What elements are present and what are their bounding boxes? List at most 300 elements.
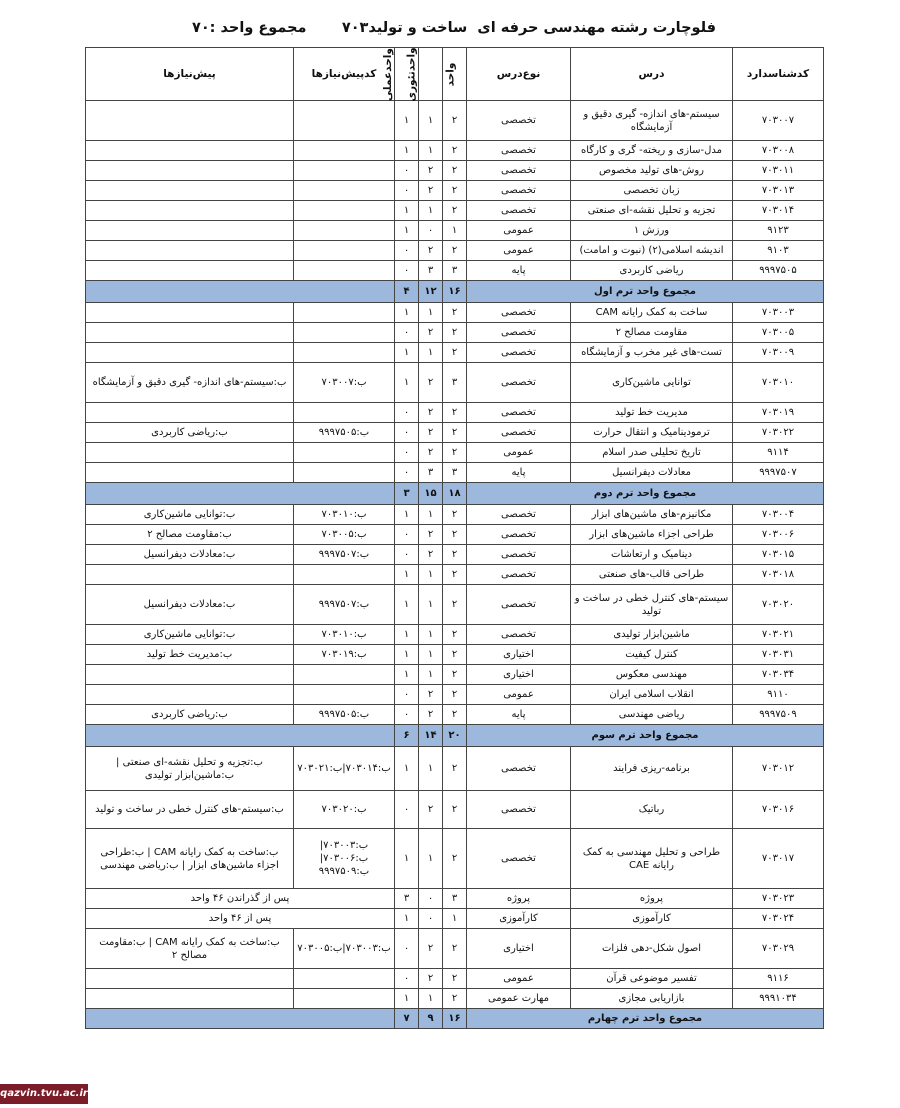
course-code: ۷۰۳۰۰۸ bbox=[733, 141, 824, 161]
course-code: ۷۰۳۰۰۷ bbox=[733, 101, 824, 141]
course-row bbox=[86, 343, 824, 363]
course-practical: ۰ bbox=[395, 685, 419, 705]
course-theory: ۱ bbox=[419, 505, 443, 525]
course-code: ۷۰۳۰۲۲ bbox=[733, 423, 824, 443]
course-row bbox=[86, 625, 824, 645]
course-row bbox=[86, 423, 824, 443]
course-code: ۷۰۳۰۱۹ bbox=[733, 403, 824, 423]
prereq-codes bbox=[294, 241, 395, 261]
course-row bbox=[86, 403, 824, 423]
course-practical: ۳ bbox=[395, 889, 419, 909]
course-units: ۳ bbox=[443, 463, 467, 483]
total-units: ۲۰ bbox=[443, 725, 467, 747]
total-units: ۱۶ bbox=[443, 1009, 467, 1029]
course-practical: ۱ bbox=[395, 625, 419, 645]
course-theory: ۱ bbox=[419, 747, 443, 791]
prereq-names bbox=[86, 101, 294, 141]
course-practical: ۱ bbox=[395, 221, 419, 241]
course-practical: ۰ bbox=[395, 463, 419, 483]
course-name: برنامه-ریزی فرایند bbox=[571, 747, 733, 791]
course-practical: ۰ bbox=[395, 323, 419, 343]
course-row bbox=[86, 747, 824, 791]
course-code: ۷۰۳۰۲۴ bbox=[733, 909, 824, 929]
header-prereqs: پیش‌نیازها bbox=[86, 48, 294, 101]
course-row bbox=[86, 101, 824, 141]
course-units: ۲ bbox=[443, 423, 467, 443]
course-name: بازاریابی مجازی bbox=[571, 989, 733, 1009]
course-name: طراحی اجزاء ماشین‌های ابزار bbox=[571, 525, 733, 545]
header-prereq-codes: کدپیش‌نیازها bbox=[294, 48, 395, 101]
total-practical: ۷ bbox=[395, 1009, 419, 1029]
course-practical: ۰ bbox=[395, 705, 419, 725]
course-theory: ۲ bbox=[419, 525, 443, 545]
course-type: تخصصی bbox=[467, 625, 571, 645]
total-practical: ۴ bbox=[395, 281, 419, 303]
course-row bbox=[86, 241, 824, 261]
header-theory: واحدتئوری bbox=[419, 48, 443, 101]
course-code: ۷۰۳۰۱۶ bbox=[733, 791, 824, 829]
course-code: ۷۰۳۰۱۳ bbox=[733, 181, 824, 201]
course-type: اختیاری bbox=[467, 929, 571, 969]
course-name: تست-های غیر مخرب و آزمایشگاه bbox=[571, 343, 733, 363]
prereq-codes bbox=[294, 303, 395, 323]
course-theory: ۱ bbox=[419, 585, 443, 625]
course-units: ۲ bbox=[443, 665, 467, 685]
prereq-names bbox=[86, 443, 294, 463]
semester-total-row bbox=[86, 1009, 824, 1029]
total-empty bbox=[86, 725, 395, 747]
course-practical: ۰ bbox=[395, 161, 419, 181]
prereq-codes: ب:۷۰۳۰۱۰ bbox=[294, 505, 395, 525]
course-type: تخصصی bbox=[467, 343, 571, 363]
course-name: طراحی و تحلیل مهندسی به کمک رایانه CAE bbox=[571, 829, 733, 889]
prereq-codes: ب:۷۰۳۰۲۰ bbox=[294, 791, 395, 829]
total-theory: ۹ bbox=[419, 1009, 443, 1029]
course-code: ۷۰۳۰۱۸ bbox=[733, 565, 824, 585]
prereq-codes bbox=[294, 323, 395, 343]
course-theory: ۲ bbox=[419, 791, 443, 829]
course-theory: ۳ bbox=[419, 463, 443, 483]
course-code: ۷۰۳۰۰۴ bbox=[733, 505, 824, 525]
course-code: ۷۰۳۰۲۱ bbox=[733, 625, 824, 645]
course-name: ساخت به کمک رایانه CAM bbox=[571, 303, 733, 323]
course-theory: ۱ bbox=[419, 141, 443, 161]
course-name: مدیریت خط تولید bbox=[571, 403, 733, 423]
course-row bbox=[86, 463, 824, 483]
prereq-names: ب:ساخت به کمک رایانه CAM | ب:مقاومت مصالح ۲ bbox=[86, 929, 294, 969]
course-units: ۲ bbox=[443, 829, 467, 889]
course-row bbox=[86, 829, 824, 889]
prereq-codes: ب:۷۰۳۰۰۳|ب:۷۰۳۰۰۵ bbox=[294, 929, 395, 969]
course-type: اختیاری bbox=[467, 665, 571, 685]
course-theory: ۲ bbox=[419, 181, 443, 201]
prereq-codes bbox=[294, 403, 395, 423]
course-row bbox=[86, 665, 824, 685]
course-practical: ۱ bbox=[395, 343, 419, 363]
header-row bbox=[86, 48, 824, 101]
course-type: تخصصی bbox=[467, 101, 571, 141]
semester-total-row bbox=[86, 483, 824, 505]
course-units: ۲ bbox=[443, 505, 467, 525]
course-units: ۲ bbox=[443, 565, 467, 585]
course-type: پروژه bbox=[467, 889, 571, 909]
course-theory: ۱ bbox=[419, 101, 443, 141]
course-practical: ۰ bbox=[395, 525, 419, 545]
prereq-codes bbox=[294, 989, 395, 1009]
course-units: ۲ bbox=[443, 403, 467, 423]
course-theory: ۱ bbox=[419, 201, 443, 221]
course-units: ۲ bbox=[443, 685, 467, 705]
course-type: تخصصی bbox=[467, 525, 571, 545]
course-row bbox=[86, 505, 824, 525]
course-theory: ۲ bbox=[419, 363, 443, 403]
course-type: تخصصی bbox=[467, 201, 571, 221]
course-practical: ۱ bbox=[395, 201, 419, 221]
course-theory: ۲ bbox=[419, 969, 443, 989]
course-name: مهندسی معکوس bbox=[571, 665, 733, 685]
course-row bbox=[86, 705, 824, 725]
course-units: ۲ bbox=[443, 791, 467, 829]
header-code: کدشناسدارد bbox=[733, 48, 824, 101]
course-theory: ۲ bbox=[419, 545, 443, 565]
course-units: ۲ bbox=[443, 929, 467, 969]
prereq-codes bbox=[294, 181, 395, 201]
course-type: پایه bbox=[467, 261, 571, 281]
course-code: ۷۰۳۰۰۹ bbox=[733, 343, 824, 363]
total-practical: ۳ bbox=[395, 483, 419, 505]
course-units: ۲ bbox=[443, 585, 467, 625]
prereq-names: ب:معادلات دیفرانسیل bbox=[86, 585, 294, 625]
course-name: اصول شکل-دهی فلزات bbox=[571, 929, 733, 969]
course-practical: ۱ bbox=[395, 645, 419, 665]
course-units: ۳ bbox=[443, 889, 467, 909]
course-theory: ۱ bbox=[419, 625, 443, 645]
course-row bbox=[86, 989, 824, 1009]
course-units: ۲ bbox=[443, 625, 467, 645]
course-name: معادلات دیفرانسیل bbox=[571, 463, 733, 483]
course-code: ۹۹۹۱۰۳۴ bbox=[733, 989, 824, 1009]
semester-total-label: مجموع واحد ترم سوم bbox=[467, 725, 824, 747]
total-empty bbox=[86, 483, 395, 505]
course-row bbox=[86, 181, 824, 201]
course-units: ۳ bbox=[443, 363, 467, 403]
course-practical: ۱ bbox=[395, 141, 419, 161]
prereq-codes: ب:۷۰۳۰۱۴|ب:۷۰۳۰۲۱ bbox=[294, 747, 395, 791]
course-units: ۲ bbox=[443, 161, 467, 181]
course-code: ۷۰۳۰۱۲ bbox=[733, 747, 824, 791]
course-code: ۹۱۱۰ bbox=[733, 685, 824, 705]
course-code: ۷۰۳۰۱۵ bbox=[733, 545, 824, 565]
prereq-codes bbox=[294, 665, 395, 685]
prereq-names bbox=[86, 141, 294, 161]
prereq-codes: ب:۷۰۳۰۱۹ bbox=[294, 645, 395, 665]
course-type: تخصصی bbox=[467, 791, 571, 829]
header-type: نوع‌درس bbox=[467, 48, 571, 101]
prereq-names bbox=[86, 161, 294, 181]
course-name: تاریخ تحلیلی صدر اسلام bbox=[571, 443, 733, 463]
course-code: ۷۰۳۰۱۱ bbox=[733, 161, 824, 181]
course-name: روش-های تولید مخصوص bbox=[571, 161, 733, 181]
course-practical: ۱ bbox=[395, 829, 419, 889]
course-units: ۲ bbox=[443, 101, 467, 141]
course-theory: ۲ bbox=[419, 685, 443, 705]
course-row bbox=[86, 909, 824, 929]
prereq-names bbox=[86, 201, 294, 221]
course-units: ۲ bbox=[443, 343, 467, 363]
prereq-names: ب:سیستم-های اندازه- گیری دقیق و آزمایشگاه bbox=[86, 363, 294, 403]
course-code: ۷۰۳۰۳۴ bbox=[733, 665, 824, 685]
prereq-codes bbox=[294, 261, 395, 281]
course-code: ۷۰۳۰۱۴ bbox=[733, 201, 824, 221]
course-code: ۷۰۳۰۲۰ bbox=[733, 585, 824, 625]
page-title: فلوچارت رشته مهندسی حرفه ای ساخت و تولید۷۰۳ مجموع واحد :۷۰ bbox=[191, 20, 717, 36]
course-name: مکانیزم-های ماشین‌های ابزار bbox=[571, 505, 733, 525]
course-type: عمومی bbox=[467, 969, 571, 989]
course-row bbox=[86, 545, 824, 565]
course-units: ۲ bbox=[443, 241, 467, 261]
prereq-names bbox=[86, 343, 294, 363]
prereq-names bbox=[86, 303, 294, 323]
prereq-codes bbox=[294, 565, 395, 585]
prereq-codes: ب:۷۰۳۰۰۷ bbox=[294, 363, 395, 403]
course-name: زبان تخصصی bbox=[571, 181, 733, 201]
prereq-names bbox=[86, 565, 294, 585]
course-type: عمومی bbox=[467, 221, 571, 241]
course-row bbox=[86, 525, 824, 545]
curriculum-table bbox=[85, 47, 824, 1029]
prereq-codes bbox=[294, 463, 395, 483]
course-code: ۷۰۳۰۰۵ bbox=[733, 323, 824, 343]
prereq-codes: ب:۹۹۹۷۵۰۵ bbox=[294, 705, 395, 725]
prereq-names bbox=[86, 685, 294, 705]
course-code: ۹۹۹۷۵۰۷ bbox=[733, 463, 824, 483]
course-theory: ۲ bbox=[419, 423, 443, 443]
course-theory: ۲ bbox=[419, 705, 443, 725]
course-units: ۲ bbox=[443, 181, 467, 201]
total-units: ۱۸ bbox=[443, 483, 467, 505]
course-row bbox=[86, 303, 824, 323]
course-name: رباتیک bbox=[571, 791, 733, 829]
course-name: مقاومت مصالح ۲ bbox=[571, 323, 733, 343]
course-row bbox=[86, 201, 824, 221]
course-row bbox=[86, 929, 824, 969]
total-theory: ۱۵ bbox=[419, 483, 443, 505]
course-type: عمومی bbox=[467, 685, 571, 705]
course-practical: ۰ bbox=[395, 791, 419, 829]
course-row bbox=[86, 565, 824, 585]
prereq-codes bbox=[294, 101, 395, 141]
course-name: تجزیه و تحلیل نقشه-ای صنعتی bbox=[571, 201, 733, 221]
course-type: تخصصی bbox=[467, 323, 571, 343]
prereq-codes: ب:۷۰۳۰۱۰ bbox=[294, 625, 395, 645]
course-theory: ۰ bbox=[419, 221, 443, 241]
course-name: تفسیر موضوعی قرآن bbox=[571, 969, 733, 989]
semester-total-row bbox=[86, 281, 824, 303]
header-units: واحد bbox=[443, 48, 467, 101]
prereq-names: ب:ریاضی کاربردی bbox=[86, 705, 294, 725]
prereq-names bbox=[86, 261, 294, 281]
course-practical: ۱ bbox=[395, 101, 419, 141]
course-row bbox=[86, 585, 824, 625]
course-units: ۱ bbox=[443, 221, 467, 241]
course-theory: ۱ bbox=[419, 645, 443, 665]
course-units: ۲ bbox=[443, 545, 467, 565]
prereq-codes: ب:۹۹۹۷۵۰۷ bbox=[294, 545, 395, 565]
course-row bbox=[86, 645, 824, 665]
course-code: ۷۰۳۰۳۱ bbox=[733, 645, 824, 665]
prereq-names: ب:ریاضی کاربردی bbox=[86, 423, 294, 443]
prereq-codes: ب:۷۰۳۰۰۳|ب:۷۰۳۰۰۶|ب:۹۹۹۷۵۰۹ bbox=[294, 829, 395, 889]
total-theory: ۱۴ bbox=[419, 725, 443, 747]
course-type: پایه bbox=[467, 463, 571, 483]
course-type: تخصصی bbox=[467, 181, 571, 201]
course-theory: ۲ bbox=[419, 443, 443, 463]
prereq-names bbox=[86, 221, 294, 241]
course-name: پروژه bbox=[571, 889, 733, 909]
course-practical: ۰ bbox=[395, 241, 419, 261]
course-type: تخصصی bbox=[467, 303, 571, 323]
course-code: ۷۰۳۰۲۳ bbox=[733, 889, 824, 909]
prereq-codes: ب:۹۹۹۷۵۰۵ bbox=[294, 423, 395, 443]
course-name: مدل-سازی و ریخته- گری و کارگاه bbox=[571, 141, 733, 161]
prereq-names bbox=[86, 241, 294, 261]
course-theory: ۰ bbox=[419, 909, 443, 929]
prereq-names bbox=[86, 323, 294, 343]
course-practical: ۱ bbox=[395, 505, 419, 525]
course-theory: ۱ bbox=[419, 829, 443, 889]
prereq-names bbox=[86, 403, 294, 423]
site-badge[interactable]: qazvin.tvu.ac.ir bbox=[0, 1084, 88, 1104]
course-name: ورزش ۱ bbox=[571, 221, 733, 241]
course-units: ۲ bbox=[443, 645, 467, 665]
course-units: ۲ bbox=[443, 323, 467, 343]
course-theory: ۲ bbox=[419, 323, 443, 343]
prereq-codes bbox=[294, 221, 395, 241]
prereq-codes bbox=[294, 141, 395, 161]
course-practical: ۱ bbox=[395, 665, 419, 685]
header-course: درس bbox=[571, 48, 733, 101]
course-type: تخصصی bbox=[467, 585, 571, 625]
prereq-codes bbox=[294, 161, 395, 181]
course-code: ۷۰۳۰۲۹ bbox=[733, 929, 824, 969]
total-practical: ۶ bbox=[395, 725, 419, 747]
course-row bbox=[86, 443, 824, 463]
course-type: تخصصی bbox=[467, 363, 571, 403]
course-row bbox=[86, 791, 824, 829]
course-practical: ۱ bbox=[395, 909, 419, 929]
course-units: ۲ bbox=[443, 969, 467, 989]
course-practical: ۰ bbox=[395, 423, 419, 443]
course-type: عمومی bbox=[467, 241, 571, 261]
semester-total-label: مجموع واحد ترم دوم bbox=[467, 483, 824, 505]
course-name: سیستم-های کنترل خطی در ساخت و تولید bbox=[571, 585, 733, 625]
course-theory: ۱ bbox=[419, 343, 443, 363]
prereq-names: ب:توانایی ماشین‌کاری bbox=[86, 625, 294, 645]
course-practical: ۰ bbox=[395, 443, 419, 463]
course-name: ترمودینامیک و انتقال حرارت bbox=[571, 423, 733, 443]
course-code: ۹۹۹۷۵۰۹ bbox=[733, 705, 824, 725]
course-type: تخصصی bbox=[467, 161, 571, 181]
course-units: ۱ bbox=[443, 909, 467, 929]
course-name: دینامیک و ارتعاشات bbox=[571, 545, 733, 565]
course-code: ۷۰۳۰۱۰ bbox=[733, 363, 824, 403]
course-practical: ۰ bbox=[395, 929, 419, 969]
course-name: ریاضی کاربردی bbox=[571, 261, 733, 281]
course-units: ۲ bbox=[443, 525, 467, 545]
course-note: پس از ۴۶ واحد bbox=[86, 909, 395, 929]
course-theory: ۲ bbox=[419, 929, 443, 969]
course-type: تخصصی bbox=[467, 423, 571, 443]
course-theory: ۲ bbox=[419, 161, 443, 181]
course-name: کنترل کیفیت bbox=[571, 645, 733, 665]
prereq-names: ب:ساخت به کمک رایانه CAM | ب:طراحی اجزاء ماشین‌های ابزار | ب:ریاضی مهندسی bbox=[86, 829, 294, 889]
course-row bbox=[86, 221, 824, 241]
course-code: ۹۱۱۶ bbox=[733, 969, 824, 989]
course-code: ۹۹۹۷۵۰۵ bbox=[733, 261, 824, 281]
prereq-codes bbox=[294, 343, 395, 363]
course-row bbox=[86, 261, 824, 281]
course-type: کارآموزی bbox=[467, 909, 571, 929]
course-name: توانایی ماشین‌کاری bbox=[571, 363, 733, 403]
prereq-codes bbox=[294, 201, 395, 221]
course-row bbox=[86, 685, 824, 705]
course-name: طراحی قالب-های صنعتی bbox=[571, 565, 733, 585]
course-name: ماشین‌ابزار تولیدی bbox=[571, 625, 733, 645]
course-practical: ۱ bbox=[395, 363, 419, 403]
prereq-names bbox=[86, 181, 294, 201]
course-row bbox=[86, 889, 824, 909]
course-code: ۷۰۳۰۱۷ bbox=[733, 829, 824, 889]
prereq-codes: ب:۷۰۳۰۰۵ bbox=[294, 525, 395, 545]
course-type: عمومی bbox=[467, 443, 571, 463]
course-code: ۹۱۱۴ bbox=[733, 443, 824, 463]
prereq-codes bbox=[294, 685, 395, 705]
course-theory: ۰ bbox=[419, 889, 443, 909]
course-type: اختیاری bbox=[467, 645, 571, 665]
course-theory: ۱ bbox=[419, 565, 443, 585]
course-type: تخصصی bbox=[467, 505, 571, 525]
semester-total-row bbox=[86, 725, 824, 747]
course-units: ۲ bbox=[443, 989, 467, 1009]
course-practical: ۰ bbox=[395, 403, 419, 423]
total-theory: ۱۲ bbox=[419, 281, 443, 303]
prereq-names bbox=[86, 989, 294, 1009]
course-practical: ۱ bbox=[395, 303, 419, 323]
prereq-names: ب:توانایی ماشین‌کاری bbox=[86, 505, 294, 525]
prereq-names bbox=[86, 463, 294, 483]
course-practical: ۰ bbox=[395, 261, 419, 281]
prereq-codes bbox=[294, 443, 395, 463]
course-theory: ۳ bbox=[419, 261, 443, 281]
prereq-names: ب:تجزیه و تحلیل نقشه-ای صنعتی | ب:ماشین‌ابزار تولیدی bbox=[86, 747, 294, 791]
total-units: ۱۶ bbox=[443, 281, 467, 303]
total-empty bbox=[86, 281, 395, 303]
course-type: تخصصی bbox=[467, 141, 571, 161]
course-name: سیستم‌-های اندازه- گیری دقیق و آزمایشگاه bbox=[571, 101, 733, 141]
course-row bbox=[86, 323, 824, 343]
course-practical: ۱ bbox=[395, 565, 419, 585]
course-name: ریاضی مهندسی bbox=[571, 705, 733, 725]
course-type: تخصصی bbox=[467, 829, 571, 889]
course-type: پایه bbox=[467, 705, 571, 725]
course-theory: ۲ bbox=[419, 241, 443, 261]
course-name: انقلاب اسلامی ایران bbox=[571, 685, 733, 705]
course-theory: ۱ bbox=[419, 665, 443, 685]
semester-total-label: مجموع واحد ترم اول bbox=[467, 281, 824, 303]
course-code: ۹۱۰۳ bbox=[733, 241, 824, 261]
course-type: تخصصی bbox=[467, 545, 571, 565]
course-theory: ۱ bbox=[419, 989, 443, 1009]
